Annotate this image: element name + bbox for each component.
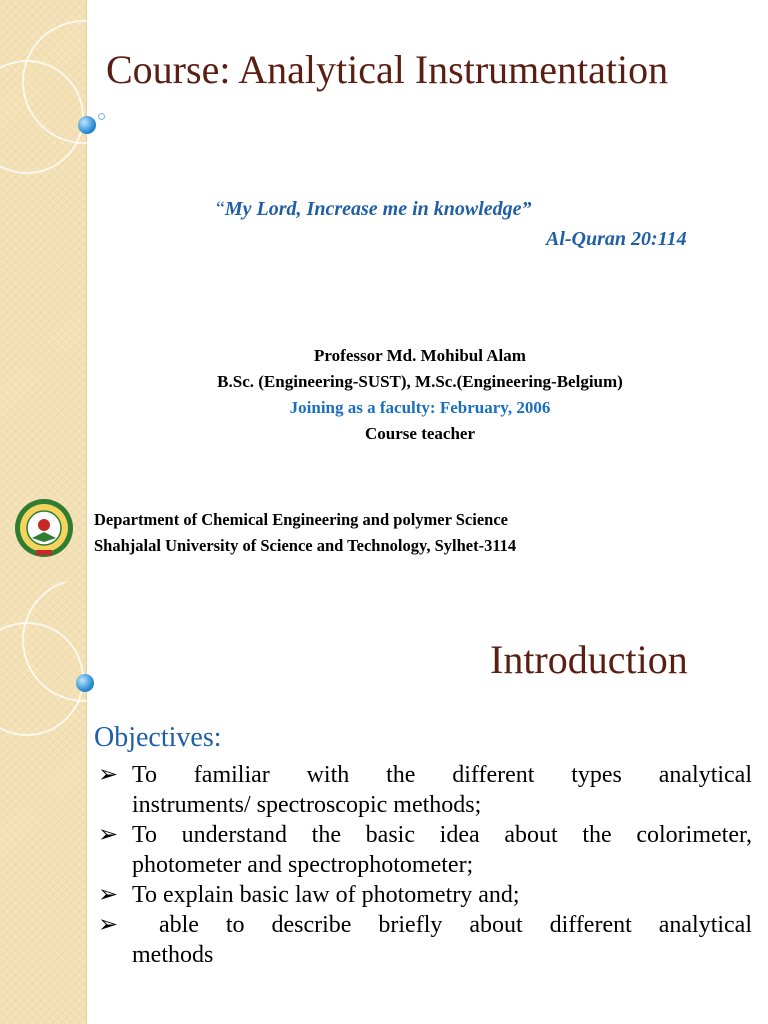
arrow-bullet-icon: ➢	[98, 882, 119, 908]
objectives-heading: Objectives:	[94, 722, 222, 753]
quote-open-mark: “	[216, 198, 225, 220]
objective-line: methods	[132, 942, 214, 968]
objective-line: photometer and spectrophotometer;	[132, 852, 474, 878]
professor-name: Professor Md. Mohibul Alam	[314, 346, 526, 365]
arrow-bullet-icon: ➢	[98, 912, 119, 938]
decorative-blue-dot	[78, 116, 96, 134]
objective-line: To explain basic law of photometry and;	[132, 882, 520, 908]
course-title: Course: Analytical Instrumentation	[106, 47, 669, 92]
professor-degrees: B.Sc. (Engineering-SUST), M.Sc.(Engineering-Belgium)	[217, 372, 623, 391]
objective-item	[98, 880, 752, 910]
objective-line: instruments/ spectroscopic methods;	[132, 792, 482, 818]
quote-reference: Al-Quran 20:114	[546, 228, 687, 250]
slide-introduction	[0, 582, 768, 1024]
objective-item	[98, 760, 752, 820]
university-name: Shahjalal University of Science and Technology, Sylhet-3114	[94, 536, 517, 555]
arrow-bullet-icon: ➢	[98, 822, 119, 848]
arrow-bullet-icon: ➢	[98, 762, 119, 788]
department-name: Department of Chemical Engineering and polymer Science	[94, 510, 508, 529]
quote-text	[216, 198, 532, 221]
decorative-small-dot	[98, 113, 105, 120]
role-label: Course teacher	[365, 424, 475, 443]
objectives-list	[98, 760, 752, 970]
university-logo	[14, 498, 74, 558]
objective-item	[98, 910, 752, 970]
objective-item	[98, 820, 752, 880]
objective-line: To familiar with the different types analytical	[132, 762, 752, 788]
quote-body: My Lord, Increase me in knowledge”	[224, 198, 532, 220]
joining-date: Joining as a faculty: February, 2006	[289, 398, 551, 417]
introduction-title: Introduction	[490, 637, 688, 682]
objective-line: able to describe briefly about different analytical	[132, 912, 753, 938]
objective-line: To understand the basic idea about the colorimeter,	[132, 822, 752, 848]
decorative-blue-dot	[76, 674, 94, 692]
